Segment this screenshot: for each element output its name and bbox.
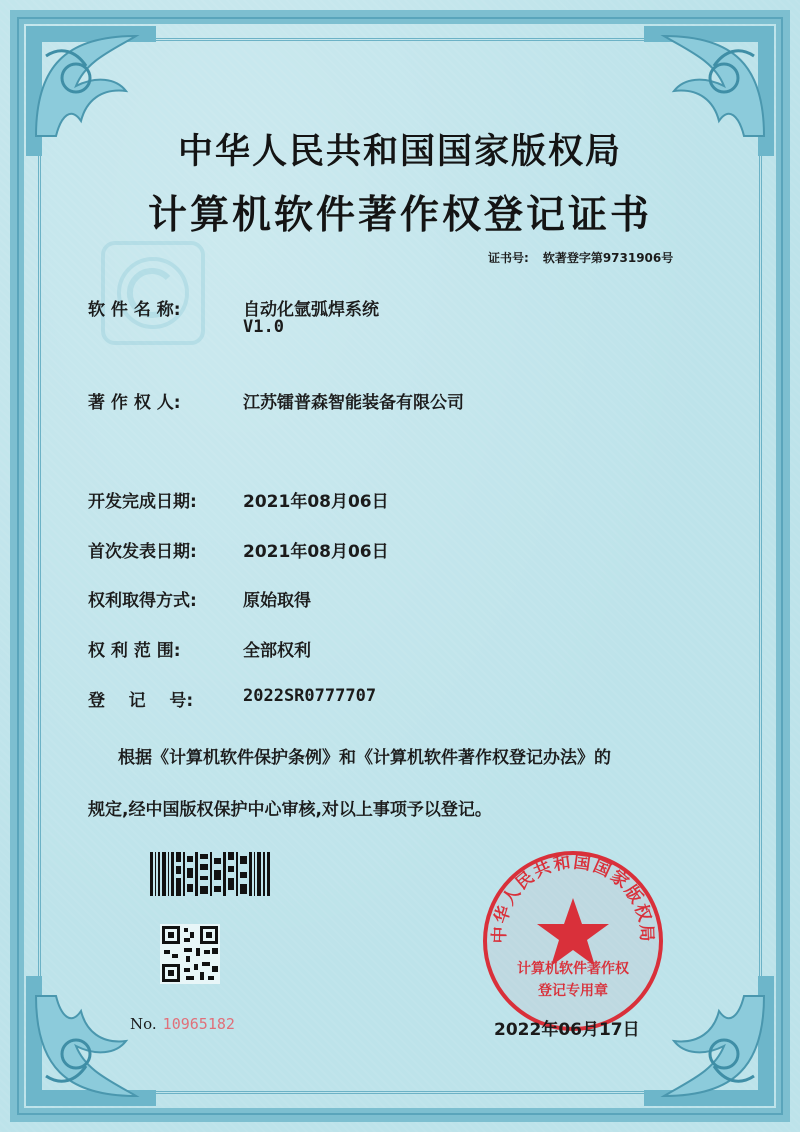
field-label: 开发完成日期: xyxy=(88,492,197,512)
barcode-icon xyxy=(150,852,270,896)
field-owner xyxy=(88,388,464,413)
dev-complete-value: 2021年08月06日 xyxy=(243,492,389,512)
field-label: 著 作 权 人: xyxy=(88,393,181,413)
acquire-method-value: 原始取得 xyxy=(243,591,311,611)
issue-date: 2022年06月17日 xyxy=(494,1020,640,1040)
owner-value: 江苏镭普森智能装备有限公司 xyxy=(243,393,464,413)
certificate-number-label: 证书号: xyxy=(488,251,529,265)
field-reg-no xyxy=(88,686,377,711)
reg-no-value: 2022SR0777707 xyxy=(243,686,377,706)
field-first-publish xyxy=(88,537,389,562)
statement-line-2: 规定,经中国版权保护中心审核,对以上事项予以登记。 xyxy=(88,800,492,820)
serial-number xyxy=(130,1015,235,1033)
field-label: 权利取得方式: xyxy=(88,591,197,611)
certificate-title: 计算机软件著作权登记证书 xyxy=(147,193,652,238)
certificate-number xyxy=(488,249,673,266)
software-version-value: V1.0 xyxy=(243,317,284,337)
qr-code-icon xyxy=(160,924,220,984)
corner-ornament-icon xyxy=(16,966,166,1116)
seal-arc-text: 中华人民共和国国家版权局 xyxy=(489,852,657,944)
field-acquire-method xyxy=(88,586,311,611)
watermark-emblem-icon xyxy=(98,238,208,348)
field-scope xyxy=(88,636,311,661)
statement-line-1: 根据《计算机软件保护条例》和《计算机软件著作权登记办法》的 xyxy=(118,748,611,768)
software-name-value: 自动化氩弧焊系统 xyxy=(243,300,379,320)
field-software-name xyxy=(88,295,379,337)
field-label: 软 件 名 称: xyxy=(88,300,181,320)
seal-line-1: 计算机软件著作权 xyxy=(517,961,629,977)
certificate-number-value: 软著登字第9731906号 xyxy=(542,251,674,265)
field-dev-complete xyxy=(88,487,389,512)
official-seal-icon xyxy=(478,846,668,1036)
serial-label: No. xyxy=(130,1015,157,1033)
field-label: 首次发表日期: xyxy=(88,542,197,562)
first-publish-value: 2021年08月06日 xyxy=(243,542,389,562)
issuing-authority: 中华人民共和国国家版权局 xyxy=(177,132,622,172)
field-label: 权 利 范 围: xyxy=(88,641,181,661)
scope-value: 全部权利 xyxy=(243,641,311,661)
field-label: 登 记 号: xyxy=(88,691,194,711)
serial-value: 10965182 xyxy=(162,1015,235,1033)
seal-line-2: 登记专用章 xyxy=(538,983,608,999)
